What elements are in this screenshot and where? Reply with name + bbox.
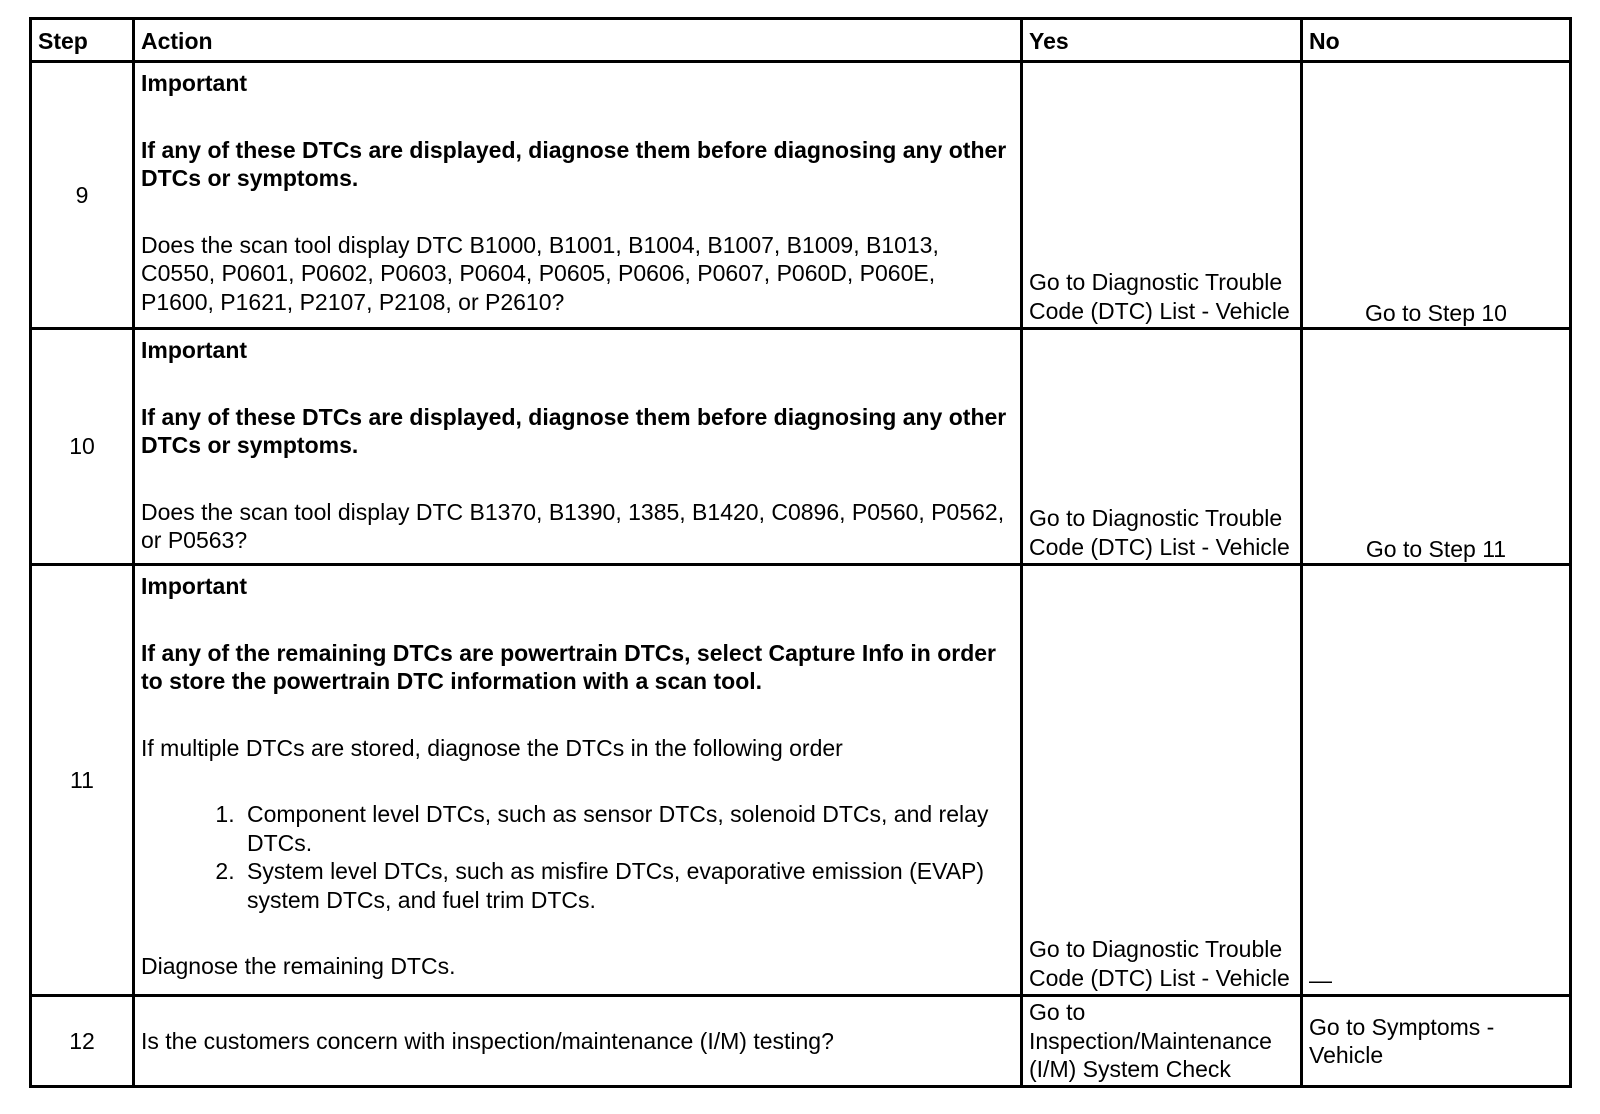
list-item: 2. System level DTCs, such as misfire DTCs, evaporative emission (EVAP) system DTCs, and fuel trim DTCs.	[241, 857, 1014, 914]
header-action: Action	[134, 19, 1022, 62]
yes-action: Go to Inspection/Maintenance (I/M) System Check	[1022, 996, 1302, 1087]
list-item: 1. Component level DTCs, such as sensor DTCs, solenoid DTCs, and relay DTCs.	[241, 800, 1014, 857]
diagnostic-table	[29, 17, 1572, 1088]
important-note: If any of these DTCs are displayed, diagnose them before diagnosing any other DTCs or symptoms.	[141, 136, 1007, 191]
table-row	[31, 996, 1571, 1087]
important-label: Important	[141, 337, 248, 363]
action-cell	[134, 329, 1022, 565]
important-note: If any of the remaining DTCs are powertrain DTCs, select Capture Info in order to store the powertrain DTC information with a scan tool.	[141, 639, 996, 694]
important-label: Important	[141, 70, 248, 96]
table-row	[31, 329, 1571, 565]
header-step: Step	[31, 19, 134, 62]
step-number: 12	[31, 996, 134, 1087]
important-note: If any of these DTCs are displayed, diagnose them before diagnosing any other DTCs or symptoms.	[141, 403, 1007, 458]
header-no: No	[1302, 19, 1571, 62]
action-cell	[134, 565, 1022, 996]
no-action: —	[1302, 565, 1571, 996]
no-action: Go to Step 10	[1302, 62, 1571, 329]
yes-action: Go to Diagnostic Trouble Code (DTC) List - Vehicle	[1022, 565, 1302, 996]
table-row	[31, 62, 1571, 329]
step-number: 9	[31, 62, 134, 329]
yes-action: Go to Diagnostic Trouble Code (DTC) List - Vehicle	[1022, 329, 1302, 565]
question-text: Does the scan tool display DTC B1000, B1001, B1004, B1007, B1009, B1013, C0550, P0601, P0602, P0603, P0604, P0605, P0606, P0607, P060D, P060E, P1600, P1621, P2107, P2108, or P2610?	[141, 231, 939, 315]
question-text: Is the customers concern with inspection/maintenance (I/M) testing?	[134, 996, 1022, 1087]
table-row	[31, 565, 1571, 996]
header-row	[31, 19, 1571, 62]
no-action: Go to Symptoms - Vehicle	[1302, 996, 1571, 1087]
action-cell	[134, 62, 1022, 329]
dtc-order-list	[141, 800, 1014, 914]
important-label: Important	[141, 573, 248, 599]
question-text: Does the scan tool display DTC B1370, B1390, 1385, B1420, C0896, P0560, P0562, or P0563?	[141, 498, 1005, 553]
question-text: Diagnose the remaining DTCs.	[141, 953, 456, 979]
step-number: 10	[31, 329, 134, 565]
yes-action: Go to Diagnostic Trouble Code (DTC) List - Vehicle	[1022, 62, 1302, 329]
step-number: 11	[31, 565, 134, 996]
header-yes: Yes	[1022, 19, 1302, 62]
no-action: Go to Step 11	[1302, 329, 1571, 565]
order-intro: If multiple DTCs are stored, diagnose the DTCs in the following order	[141, 734, 843, 761]
